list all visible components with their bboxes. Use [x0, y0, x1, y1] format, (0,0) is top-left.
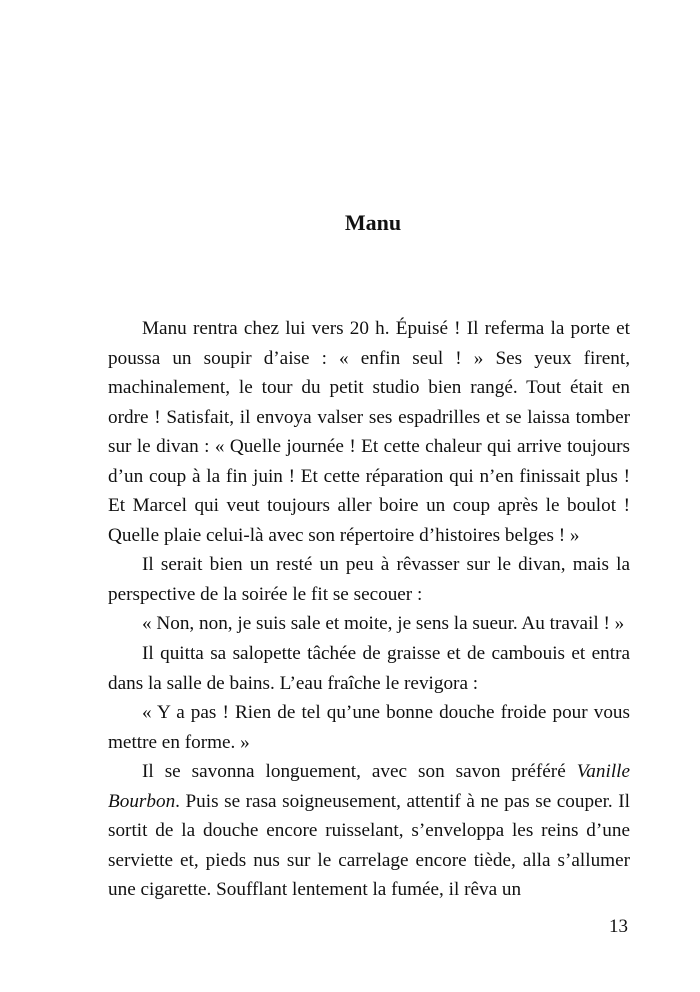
text-segment: Il se savonna longuement, avec son savon préféré — [142, 761, 577, 783]
text-segment: « Y a pas ! Rien de tel qu’une bonne douche froide pour vous mettre en forme. » — [108, 702, 630, 753]
text-segment: Il serait bien un resté un peu à rêvasser sur le divan, mais la perspective de la soirée le fit se secouer : — [108, 554, 630, 605]
paragraph — [108, 698, 630, 757]
text-segment: « Non, non, je suis sale et moite, je sens la sueur. Au travail ! » — [142, 613, 625, 635]
text-segment: Il quitta sa salopette tâchée de graisse et de cambouis et entra dans la salle de bains. L’eau fraîche le revigora : — [108, 643, 630, 694]
body-text — [108, 314, 630, 905]
page-number: 13 — [609, 916, 628, 937]
paragraph — [108, 639, 630, 698]
paragraph — [108, 550, 630, 609]
paragraph — [108, 757, 630, 905]
text-segment: . Puis se rasa soigneusement, attentif à ne pas se couper. Il sortit de la douche encore ruisselant, s’enveloppa les reins d’une serviette et, pieds nus sur le carrelage encore tiède, alla s’allumer une cigarette. Soufflant lentement la fumée, il rêva un — [108, 790, 630, 901]
chapter-title: Manu — [344, 210, 402, 235]
italic-text-segment: Vanille Bourbon — [108, 761, 630, 812]
paragraph — [108, 314, 630, 550]
text-segment: Manu rentra chez lui vers 20 h. Épuisé ! Il referma la porte et poussa un soupir d’aise : « enfin seul ! » Ses yeux firent, machinalement, le tour du petit studio bien rangé. Tout était en ordre ! Satisfait, il envoya valser ses espadrilles et se laissa tomber sur le divan : « Quelle journée ! Et cette chaleur qui arrive toujours d’un coup à la fin juin ! Et cette réparation qui n’en finissait plus ! Et Marcel qui veut toujours aller boire un coup après le boulot ! Quelle plaie celui-là avec son répertoire d’histoires belges ! » — [108, 318, 630, 546]
paragraph — [108, 609, 630, 639]
